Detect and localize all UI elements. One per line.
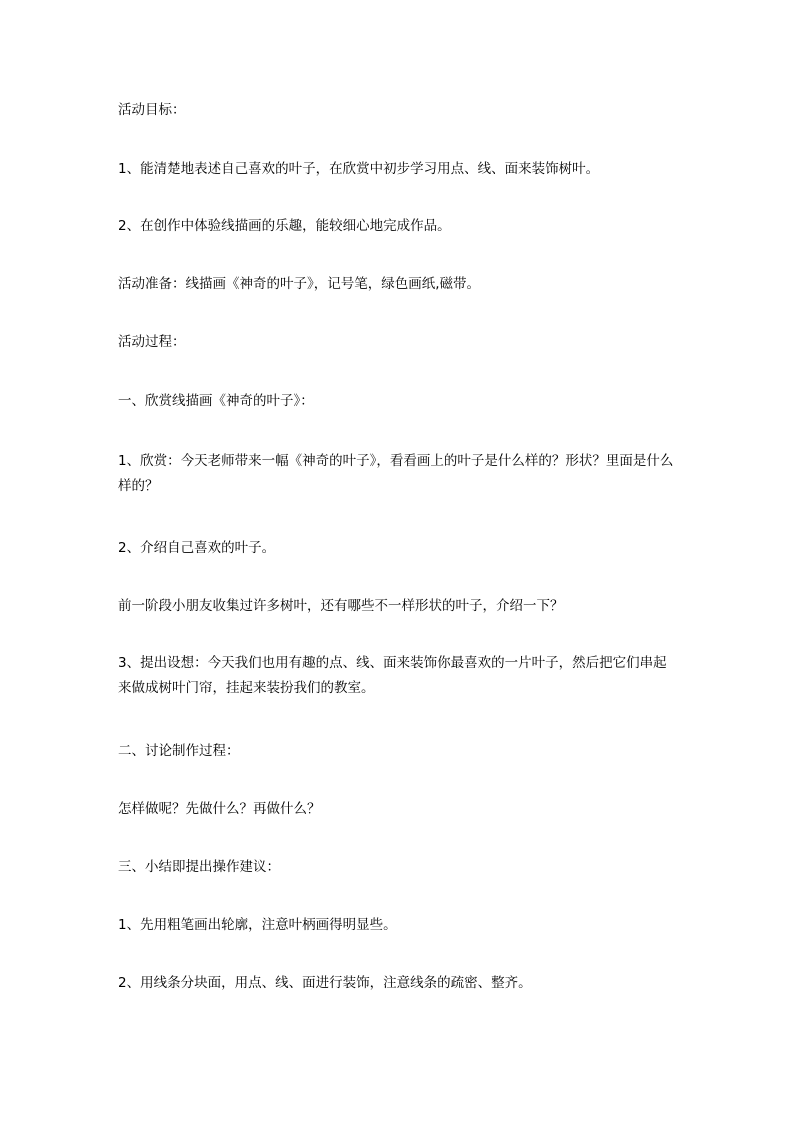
heading-activity-process: 活动过程： — [118, 334, 186, 350]
activity-preparation: 活动准备：线描画《神奇的叶子》，记号笔，绿色画纸,磁带。 — [118, 276, 481, 292]
heading-activity-goals: 活动目标： — [118, 102, 186, 118]
section-heading-1: 一、欣赏线描画《神奇的叶子》： — [118, 393, 314, 409]
process-item-2-detail: 前一阶段小朋友收集过许多树叶，还有哪些不一样形状的叶子，介绍一下？ — [118, 598, 564, 614]
section-heading-2: 二、讨论制作过程： — [118, 743, 240, 759]
suggestion-item-1: 1、先用粗笔画出轮廓，注意叶柄画得明显些。 — [118, 917, 397, 933]
process-item-2: 2、介绍自己喜欢的叶子。 — [118, 540, 276, 556]
process-item-3: 3、提出设想：今天我们也用有趣的点、线、面来装饰你最喜欢的一片叶子，然后把它们串起来做成树叶门帘，挂起来装扮我们的教室。 — [118, 655, 667, 696]
suggestion-item-2: 2、用线条分块面，用点、线、面进行装饰，注意线条的疏密、整齐。 — [118, 975, 532, 991]
goal-item-1: 1、能清楚地表述自己喜欢的叶子，在欣赏中初步学习用点、线、面来装饰树叶。 — [118, 161, 600, 177]
discussion-question: 怎样做呢？先做什么？再做什么？ — [118, 801, 321, 817]
section-heading-3: 三、小结即提出操作建议： — [118, 859, 280, 875]
process-item-1: 1、欣赏：今天老师带来一幅《神奇的叶子》，看看画上的叶子是什么样的？形状？里面是什么样的？ — [118, 453, 674, 494]
goal-item-2: 2、在创作中体验线描画的乐趣，能较细心地完成作品。 — [118, 218, 451, 234]
